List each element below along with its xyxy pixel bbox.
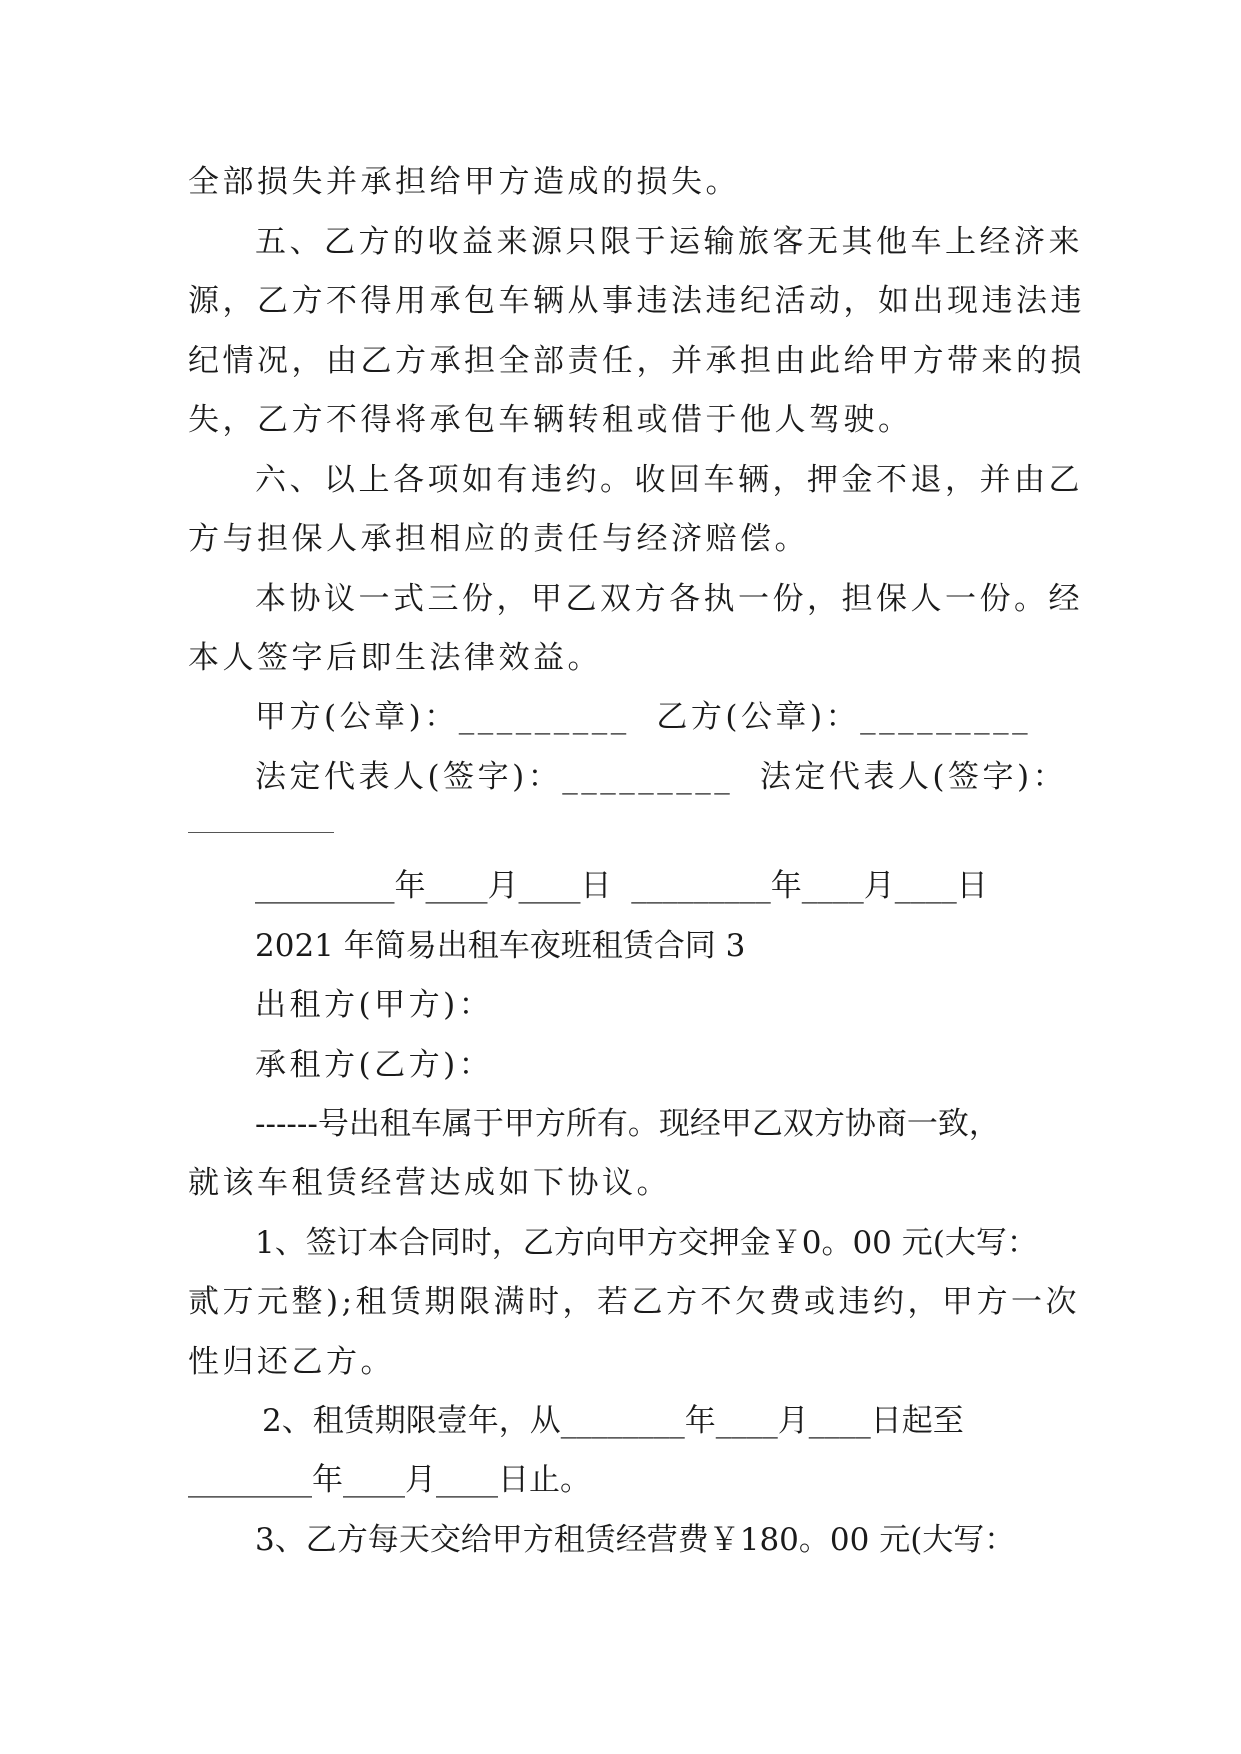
paragraph-line: 源，乙方不得用承包车辆从事违法违纪活动，如出现违法违 <box>188 283 1085 319</box>
paragraph-line: 失，乙方不得将承包车辆转租或借于他人驾驶。 <box>188 402 913 438</box>
party-seal-line: 甲方(公章)：_________ 乙方(公章)：_________ <box>255 699 1032 735</box>
signature-blank <box>188 832 334 833</box>
clause-three-line: 3、乙方每天交给甲方租赁经营费￥180。00 元(大写： <box>255 1522 1016 1558</box>
paragraph-line: 就该车租赁经营达成如下协议。 <box>188 1165 671 1201</box>
date-line: _________年____月____日 _________年____月____日 <box>255 868 988 904</box>
paragraph-line: 本人签字后即生法律效益。 <box>188 640 602 676</box>
paragraph-line: 全部损失并承担给甲方造成的损失。 <box>188 164 740 200</box>
clause-one-line: 1、签订本合同时，乙方向甲方交押金￥0。00 元(大写： <box>255 1225 1038 1261</box>
clause-two-line: 2、租赁期限壹年，从________年____月____日起至 <box>262 1403 964 1439</box>
contract-title: 2021 年简易出租车夜班租赁合同 3 <box>255 928 746 964</box>
paragraph-line: 纪情况，由乙方承担全部责任，并承担由此给甲方带来的损 <box>188 343 1085 379</box>
legal-rep-signature-line: 法定代表人(签字)：_________ 法定代表人(签字)： <box>255 759 1068 795</box>
lessor-line: 出租方(甲方)： <box>255 987 494 1023</box>
paragraph-line: ________年____月____日止。 <box>188 1462 591 1498</box>
paragraph-line: 贰万元整);租赁期限满时，若乙方不欠费或违约，甲方一次 <box>188 1284 1081 1320</box>
clause-five-line: 五、乙方的收益来源只限于运输旅客无其他车上经济来 <box>255 224 1083 260</box>
lessee-line: 承租方(乙方)： <box>255 1047 494 1083</box>
paragraph-line: 方与担保人承担相应的责任与经济赔偿。 <box>188 521 809 557</box>
copies-clause-line: 本协议一式三份，甲乙双方各执一份，担保人一份。经 <box>255 581 1083 617</box>
taxi-ownership-line: ------号出租车属于甲方所有。现经甲乙双方协商一致， <box>255 1106 1000 1142</box>
paragraph-line: 性归还乙方。 <box>188 1344 395 1380</box>
clause-six-line: 六、以上各项如有违约。收回车辆，押金不退，并由乙 <box>255 462 1083 498</box>
